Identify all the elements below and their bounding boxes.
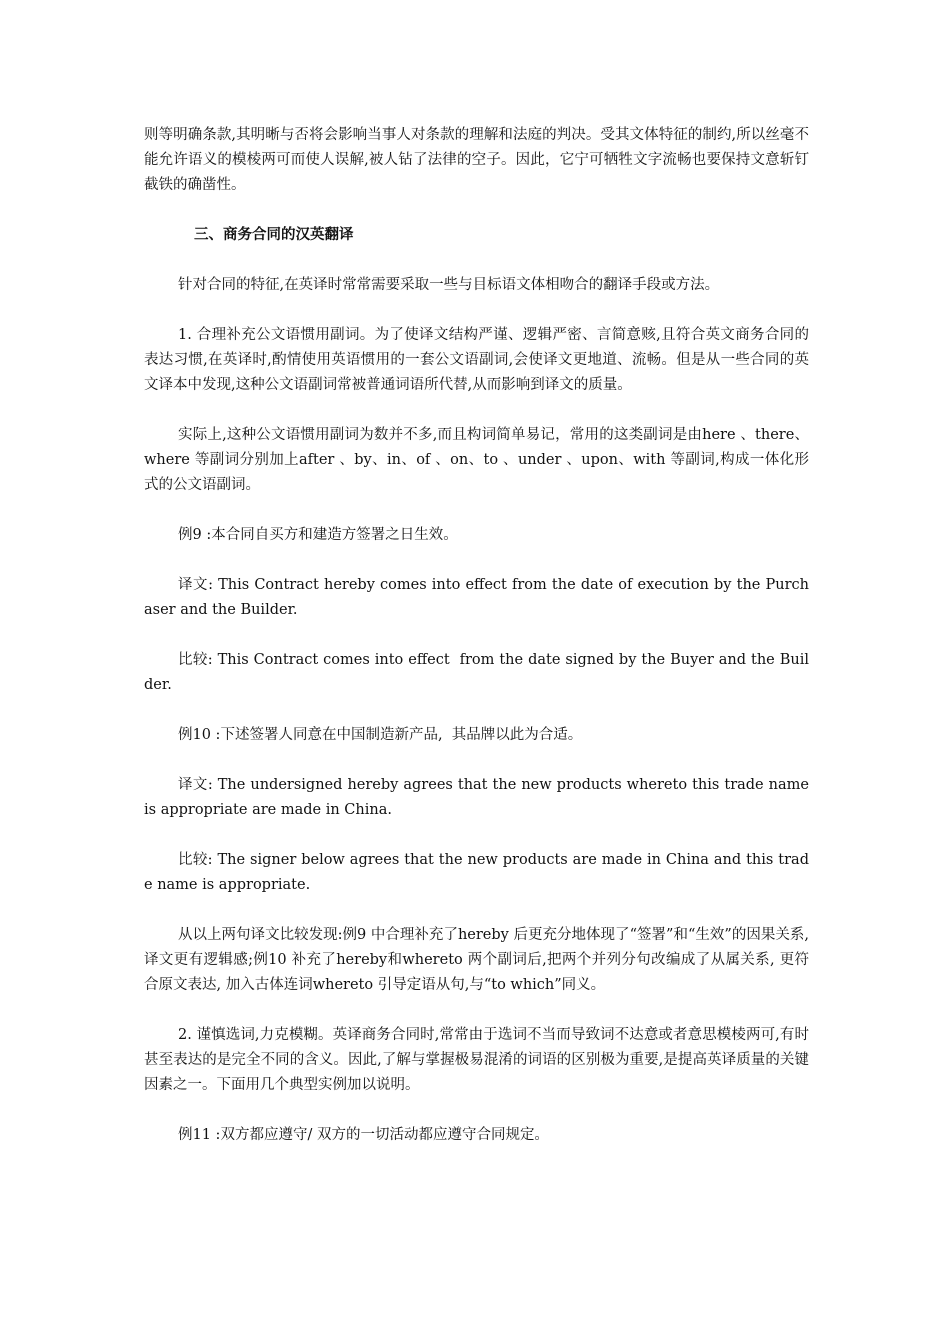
- paragraph-word-choice-point-2: 2. 谨慎选词,力克模糊。英译商务合同时,常常由于选词不当而导致词不达意或者意思模棱两可,有时甚至表达的是完全不同的含义。因此,了解与掌握极易混淆的词语的区别极为重要,是提高英译质量的关键因素之一。下面用几个典型实例加以说明。: [144, 1027, 809, 1093]
- example-10: 例10 :下述签署人同意在中国制造新产品, 其品牌以此为合适。: [178, 727, 583, 743]
- example-9-translation: 译文: This Contract hereby comes into effect from the date of execution by the Purchaser and the Builder.: [144, 577, 809, 618]
- paragraph-adverbs-formation: 实际上,这种公文语惯用副词为数并不多,而且构词简单易记，常用的这类副词是由here 、there、where 等副词分别加上after 、by、in、of 、on、to 、under 、upon、with 等副词,构成一体化形式的公文语副词。: [144, 427, 809, 493]
- example-10-comparison: 比较: The signer below agrees that the new products are made in China and this trade name is appropriate.: [144, 852, 809, 893]
- document-page: [144, 123, 814, 1173]
- example-10-translation: 译文: The undersigned hereby agrees that the new products whereto this trade name is appropriate are made in China.: [144, 777, 814, 818]
- example-9-comparison: 比较: This Contract comes into effect from the date signed by the Buyer and the Builder.: [144, 652, 809, 693]
- example-11: 例11 :双方都应遵守/ 双方的一切活动都应遵守合同规定。: [178, 1127, 549, 1143]
- paragraph-adverbs-point-1: 1. 合理补充公文语惯用副词。为了使译文结构严谨、逻辑严密、言简意赅,且符合英文商务合同的表达习惯,在英译时,酌情使用英语惯用的一套公文语副词,会使译文更地道、流畅。但是从一些合同的英文译本中发现,这种公文语副词常被普通词语所代替,从而影响到译文的质量。: [144, 327, 809, 393]
- paragraph-contract-clarity: 则等明确条款,其明晰与否将会影响当事人对条款的理解和法庭的判决。受其文体特征的制约,所以丝毫不能允许语义的模棱两可而使人误解,被人钻了法律的空子。因此，它宁可牺牲文字流畅也要保持文意斩钉截铁的确凿性。: [144, 127, 809, 193]
- section-heading: 三、商务合同的汉英翻译: [194, 227, 354, 243]
- paragraph-translation-methods: 针对合同的特征,在英译时常常需要采取一些与目标语文体相吻合的翻译手段或方法。: [178, 277, 720, 293]
- example-9: 例9 :本合同自买方和建造方签署之日生效。: [178, 527, 458, 543]
- paragraph-comparison-analysis: 从以上两句译文比较发现:例9 中合理补充了hereby 后更充分地体现了“签署”和“生效”的因果关系,译文更有逻辑感;例10 补充了hereby和whereto 两个副词后,把两个并列分句改编成了从属关系, 更符合原文表达, 加入古体连词whereto 引导定语从句,与“to which”同义。: [144, 927, 809, 993]
